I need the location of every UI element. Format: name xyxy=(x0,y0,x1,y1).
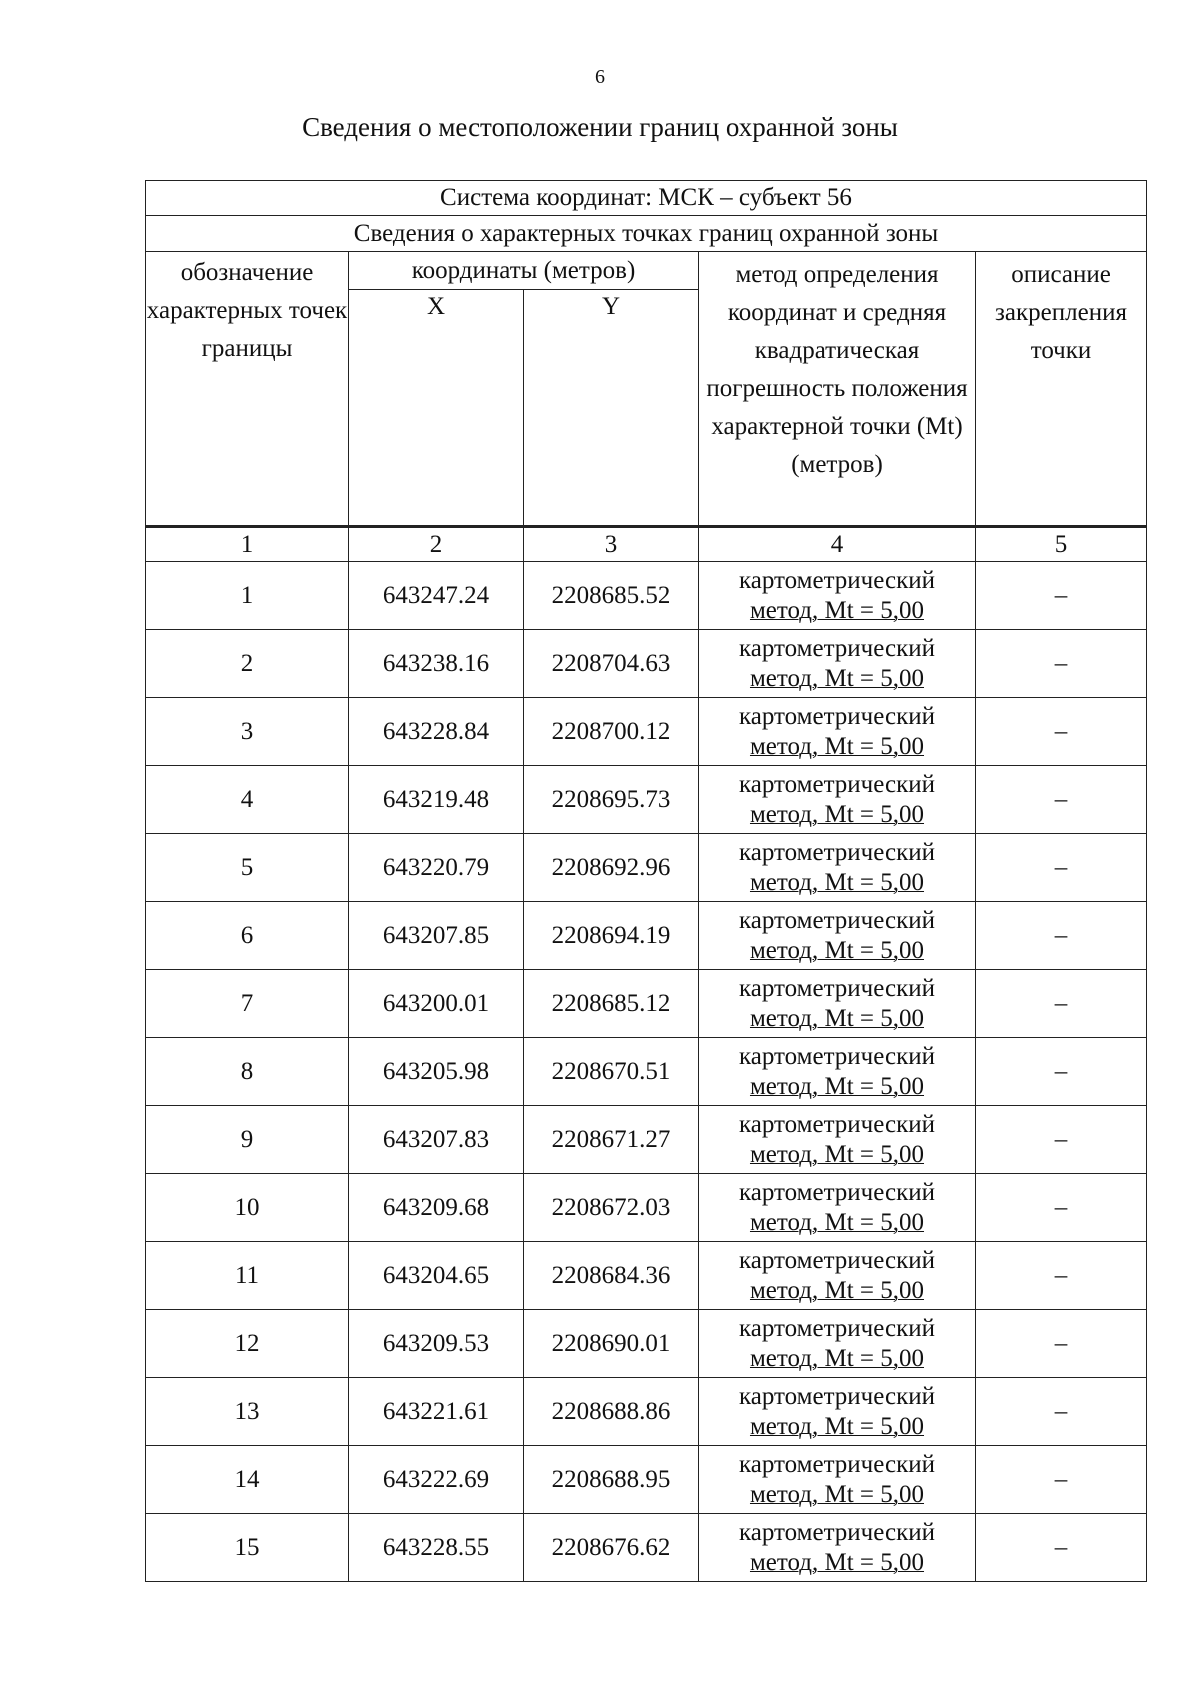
header-coordinates: координаты (метров) xyxy=(349,252,699,290)
y-cell: 2208676.62 xyxy=(524,1514,699,1582)
y-cell: 2208690.01 xyxy=(524,1310,699,1378)
method-cell xyxy=(699,1106,976,1174)
method-cell xyxy=(699,766,976,834)
header-method: метод определения координат и средняя квадратическая погрешность положения характерной точки (Mt) (метров) xyxy=(699,252,976,527)
x-cell: 643228.84 xyxy=(349,698,524,766)
method-line-1: картометрический xyxy=(739,1518,935,1546)
y-cell: 2208685.12 xyxy=(524,970,699,1038)
y-cell: 2208692.96 xyxy=(524,834,699,902)
point-cell: 14 xyxy=(146,1446,349,1514)
column-number: 1 xyxy=(146,527,349,562)
method-cell xyxy=(699,562,976,630)
table-row xyxy=(146,1310,1147,1378)
y-cell: 2208670.51 xyxy=(524,1038,699,1106)
method-line-2: метод, Mt = 5,00 xyxy=(749,1004,925,1032)
x-cell: 643238.16 xyxy=(349,630,524,698)
description-cell: – xyxy=(976,834,1147,902)
table-row xyxy=(146,1446,1147,1514)
method-line-1: картометрический xyxy=(739,1042,935,1070)
description-cell: – xyxy=(976,902,1147,970)
method-line-2: метод, Mt = 5,00 xyxy=(749,596,925,624)
method-line-2: метод, Mt = 5,00 xyxy=(749,1548,925,1576)
description-cell: – xyxy=(976,766,1147,834)
point-cell: 3 xyxy=(146,698,349,766)
coordinate-system-row xyxy=(146,181,1147,216)
description-cell: – xyxy=(976,1310,1147,1378)
y-cell: 2208694.19 xyxy=(524,902,699,970)
point-cell: 11 xyxy=(146,1242,349,1310)
coordinate-system-label: Система координат: МСК – субъект 56 xyxy=(146,181,1147,216)
x-cell: 643205.98 xyxy=(349,1038,524,1106)
table-row xyxy=(146,1106,1147,1174)
point-cell: 10 xyxy=(146,1174,349,1242)
table-caption: Сведения о характерных точках границ охранной зоны xyxy=(146,216,1147,252)
description-cell: – xyxy=(976,1174,1147,1242)
point-cell: 13 xyxy=(146,1378,349,1446)
table-caption-row xyxy=(146,216,1147,252)
method-line-2: метод, Mt = 5,00 xyxy=(749,800,925,828)
table-row xyxy=(146,1174,1147,1242)
description-cell: – xyxy=(976,1242,1147,1310)
method-cell xyxy=(699,630,976,698)
method-cell xyxy=(699,698,976,766)
method-line-1: картометрический xyxy=(739,770,935,798)
point-cell: 7 xyxy=(146,970,349,1038)
method-cell xyxy=(699,834,976,902)
method-line-2: метод, Mt = 5,00 xyxy=(749,732,925,760)
x-cell: 643200.01 xyxy=(349,970,524,1038)
description-cell: – xyxy=(976,1446,1147,1514)
page-number: 6 xyxy=(595,66,605,88)
x-cell: 643209.53 xyxy=(349,1310,524,1378)
table-row xyxy=(146,1514,1147,1582)
method-line-1: картометрический xyxy=(739,838,935,866)
x-cell: 643219.48 xyxy=(349,766,524,834)
method-line-2: метод, Mt = 5,00 xyxy=(749,1276,925,1304)
point-cell: 6 xyxy=(146,902,349,970)
y-cell: 2208685.52 xyxy=(524,562,699,630)
method-line-1: картометрический xyxy=(739,1110,935,1138)
page-title: Сведения о местоположении границ охранной зоны xyxy=(302,112,898,142)
method-line-1: картометрический xyxy=(739,1178,935,1206)
column-number: 4 xyxy=(699,527,976,562)
column-number-row xyxy=(146,527,1147,562)
description-cell: – xyxy=(976,698,1147,766)
description-cell: – xyxy=(976,970,1147,1038)
x-cell: 643222.69 xyxy=(349,1446,524,1514)
x-cell: 643204.65 xyxy=(349,1242,524,1310)
method-line-1: картометрический xyxy=(739,1382,935,1410)
header-description: описание закрепления точки xyxy=(976,252,1147,527)
table-row xyxy=(146,630,1147,698)
method-line-1: картометрический xyxy=(739,702,935,730)
y-cell: 2208695.73 xyxy=(524,766,699,834)
x-cell: 643220.79 xyxy=(349,834,524,902)
method-line-2: метод, Mt = 5,00 xyxy=(749,1140,925,1168)
header-y: Y xyxy=(524,290,699,527)
table-row xyxy=(146,562,1147,630)
y-cell: 2208671.27 xyxy=(524,1106,699,1174)
method-cell xyxy=(699,1242,976,1310)
header-point: обозначение характерных точек границы xyxy=(146,252,349,527)
y-cell: 2208688.86 xyxy=(524,1378,699,1446)
description-cell: – xyxy=(976,630,1147,698)
table-row xyxy=(146,834,1147,902)
method-line-2: метод, Mt = 5,00 xyxy=(749,1412,925,1440)
header-x: X xyxy=(349,290,524,527)
method-cell xyxy=(699,1378,976,1446)
method-line-2: метод, Mt = 5,00 xyxy=(749,936,925,964)
y-cell: 2208700.12 xyxy=(524,698,699,766)
method-line-2: метод, Mt = 5,00 xyxy=(749,664,925,692)
x-cell: 643221.61 xyxy=(349,1378,524,1446)
point-cell: 8 xyxy=(146,1038,349,1106)
method-line-1: картометрический xyxy=(739,1314,935,1342)
table-row xyxy=(146,698,1147,766)
table-row xyxy=(146,902,1147,970)
point-cell: 15 xyxy=(146,1514,349,1582)
y-cell: 2208672.03 xyxy=(524,1174,699,1242)
method-line-2: метод, Mt = 5,00 xyxy=(749,1072,925,1100)
x-cell: 643207.83 xyxy=(349,1106,524,1174)
table-row xyxy=(146,1038,1147,1106)
x-cell: 643207.85 xyxy=(349,902,524,970)
method-cell xyxy=(699,1174,976,1242)
x-cell: 643209.68 xyxy=(349,1174,524,1242)
method-cell xyxy=(699,1038,976,1106)
point-cell: 5 xyxy=(146,834,349,902)
column-number: 2 xyxy=(349,527,524,562)
method-line-2: метод, Mt = 5,00 xyxy=(749,1480,925,1508)
description-cell: – xyxy=(976,562,1147,630)
description-cell: – xyxy=(976,1106,1147,1174)
method-line-1: картометрический xyxy=(739,566,935,594)
point-cell: 9 xyxy=(146,1106,349,1174)
method-cell xyxy=(699,1310,976,1378)
method-line-1: картометрический xyxy=(739,1246,935,1274)
method-line-1: картометрический xyxy=(739,974,935,1002)
method-line-2: метод, Mt = 5,00 xyxy=(749,1344,925,1372)
column-number: 3 xyxy=(524,527,699,562)
point-cell: 12 xyxy=(146,1310,349,1378)
x-cell: 643247.24 xyxy=(349,562,524,630)
description-cell: – xyxy=(976,1038,1147,1106)
point-cell: 4 xyxy=(146,766,349,834)
description-cell: – xyxy=(976,1514,1147,1582)
method-cell xyxy=(699,1514,976,1582)
coordinates-table xyxy=(145,180,1147,1582)
point-cell: 2 xyxy=(146,630,349,698)
method-line-1: картометрический xyxy=(739,906,935,934)
y-cell: 2208704.63 xyxy=(524,630,699,698)
header-row xyxy=(146,252,1147,290)
method-line-2: метод, Mt = 5,00 xyxy=(749,1208,925,1236)
description-cell: – xyxy=(976,1378,1147,1446)
column-number: 5 xyxy=(976,527,1147,562)
point-cell: 1 xyxy=(146,562,349,630)
table-row xyxy=(146,1242,1147,1310)
table-row xyxy=(146,766,1147,834)
method-cell xyxy=(699,902,976,970)
method-line-2: метод, Mt = 5,00 xyxy=(749,868,925,896)
y-cell: 2208688.95 xyxy=(524,1446,699,1514)
method-cell xyxy=(699,970,976,1038)
method-cell xyxy=(699,1446,976,1514)
method-line-1: картометрический xyxy=(739,1450,935,1478)
table-row xyxy=(146,1378,1147,1446)
x-cell: 643228.55 xyxy=(349,1514,524,1582)
method-line-1: картометрический xyxy=(739,634,935,662)
table-row xyxy=(146,970,1147,1038)
y-cell: 2208684.36 xyxy=(524,1242,699,1310)
